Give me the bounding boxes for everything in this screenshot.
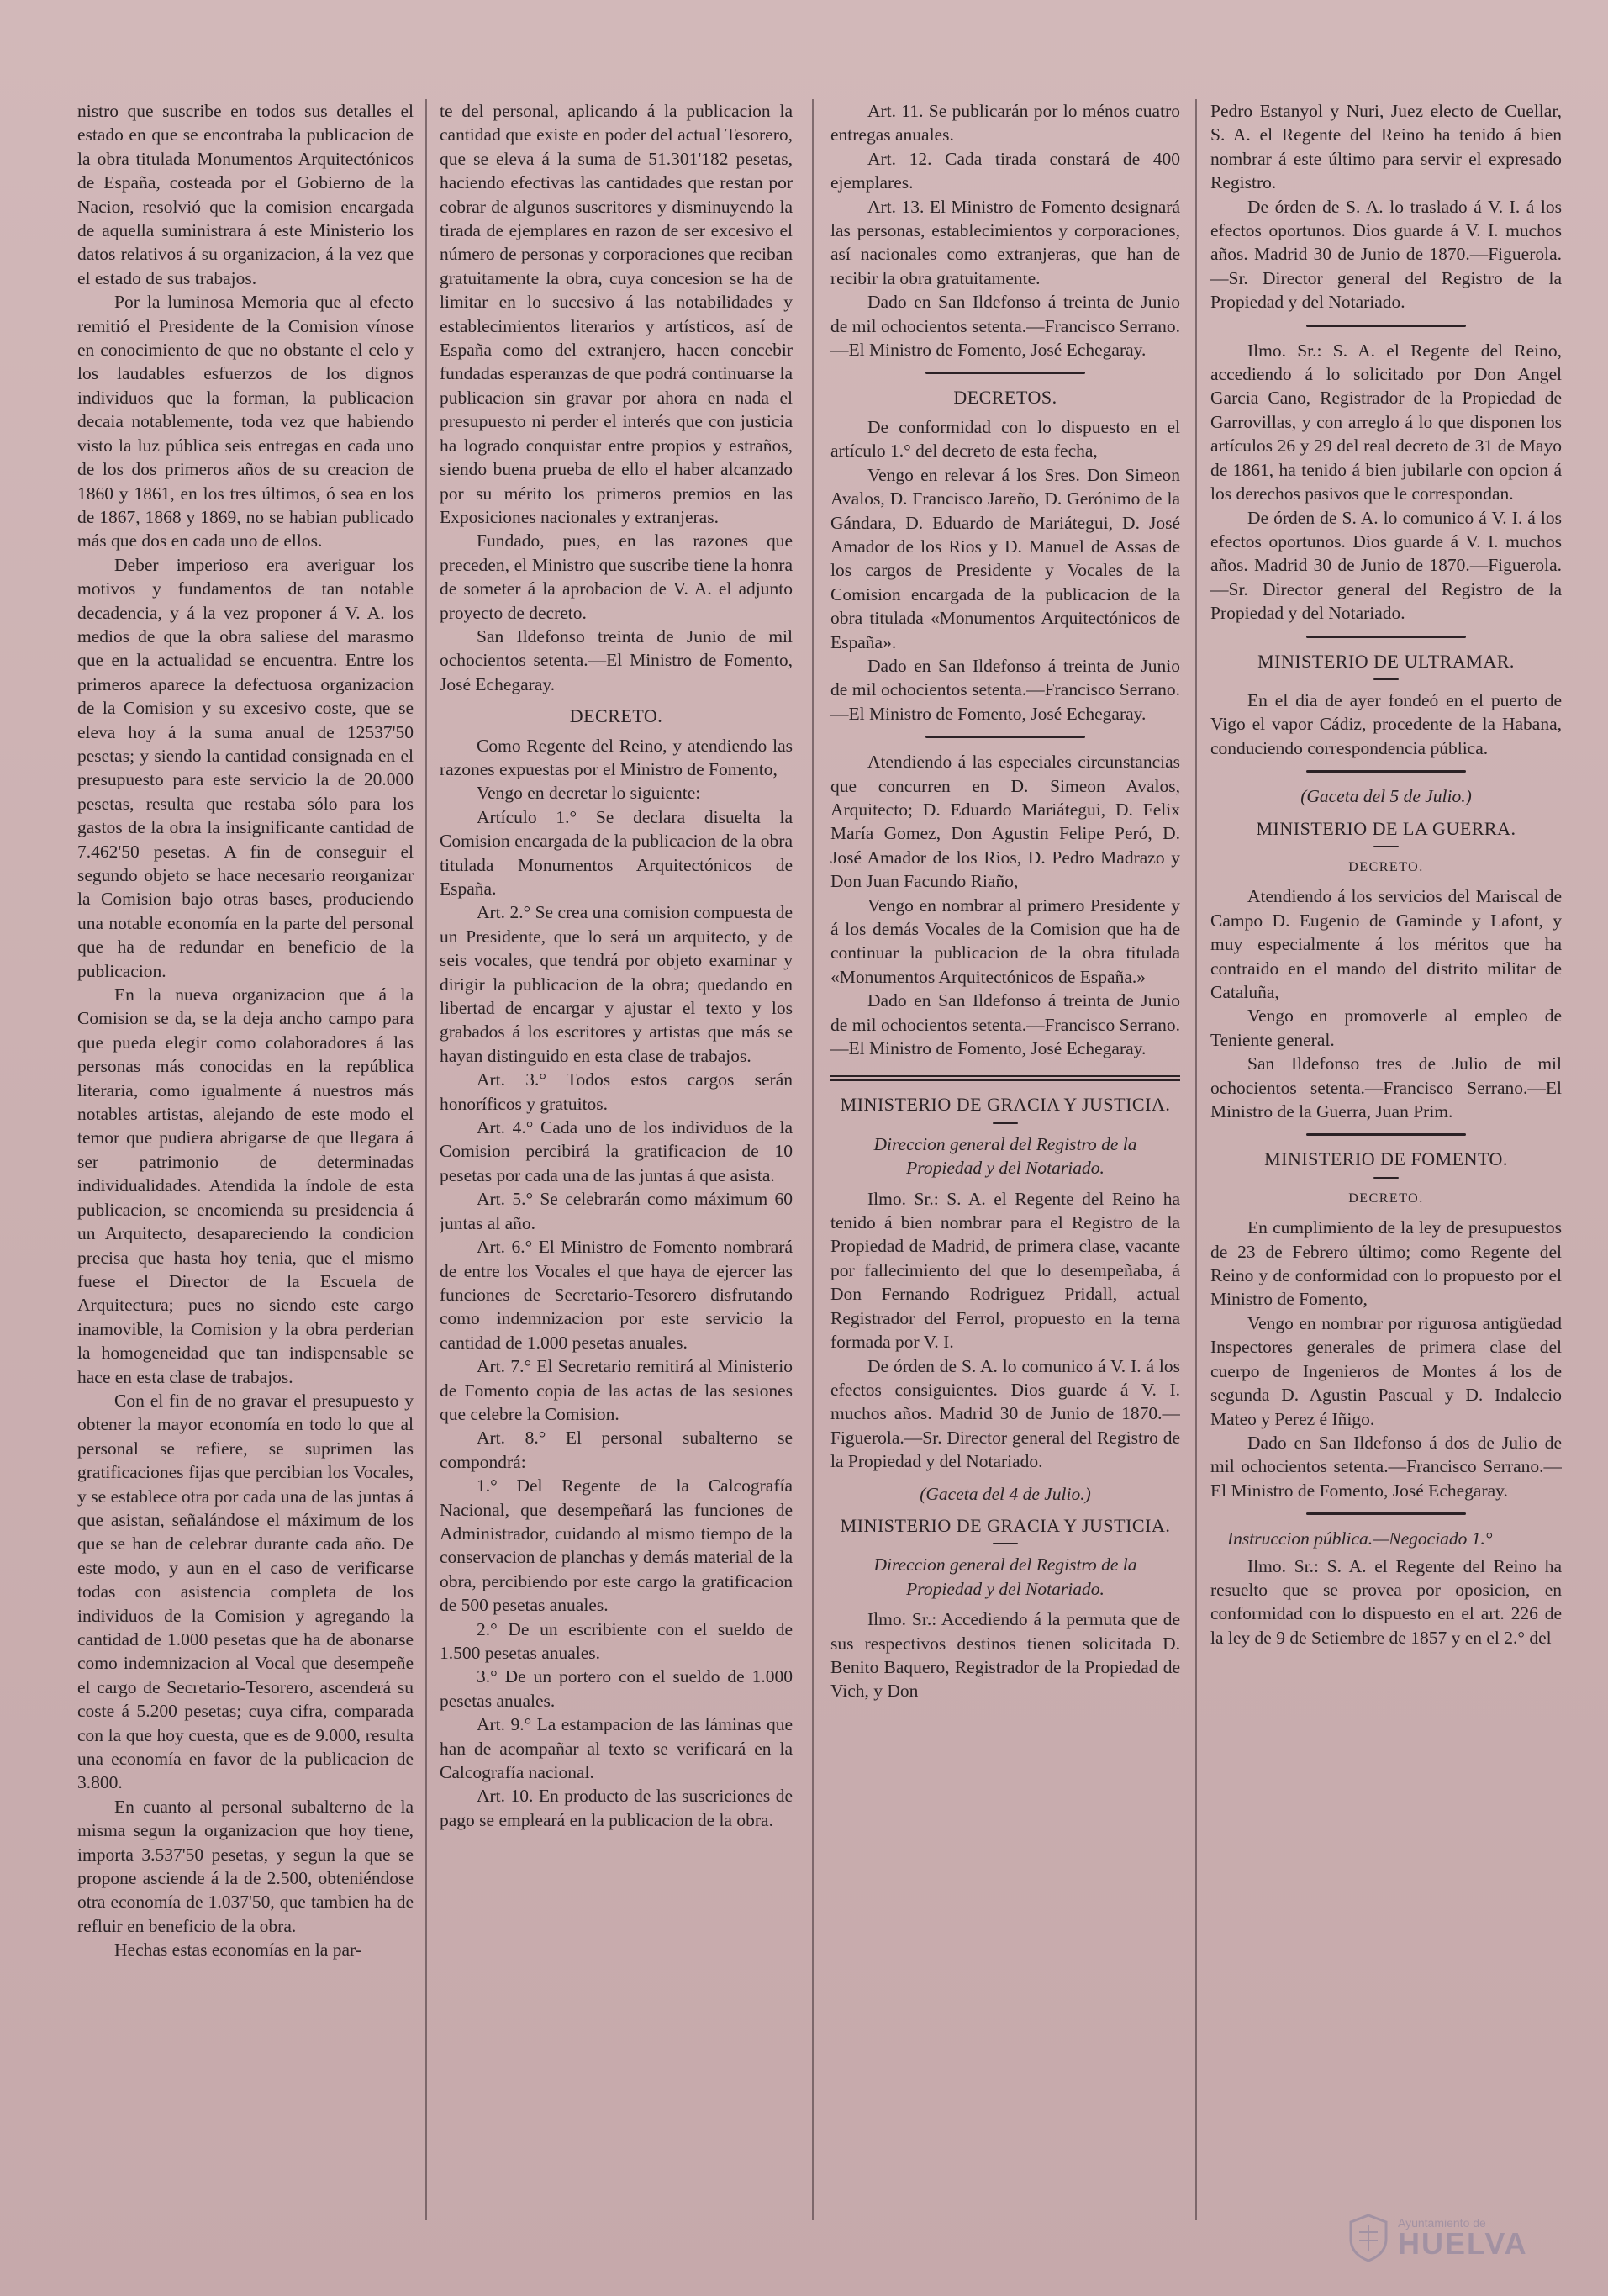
paragraph: Con el fin de no gravar el presupuesto y obtener la mayor economía en todo lo que al personal se refiere, se suprimen las gratificaciones fijas que percibian los Vocales, y se establece otra por cada una de las juntas á que asistan, señalándose el máximum de los que se han de celebrar durante cada año. De este modo, y aun en el caso de verificarse todas con asistencia completa de los individuos de la Comision y agregando la cantidad de 1.000 pesetas que ha de abonarse como indemnizacion al Vocal que desempeñe el cargo de Secretario-Tesorero, ascenderá su coste á 5.200 pesetas; cuya cifra, comparada con la que hoy cuesta, que es de 9.000, resulta una economía en favor de la publicacion de 3.800. [77, 1390, 414, 1793]
paragraph: En cuanto al personal subalterno de la misma segun la organizacion que hoy tiene, importa 3.537'50 pesetas, y segun la que se propone asciende á la de 2.500, obteniéndose otra economía de 1.037'50, que tambien ha de refluir en beneficio de la obra. [77, 1796, 414, 1936]
section-divider [1306, 1133, 1466, 1136]
subheading: Direccion general del Registro de la Propiedad y del Notariado. [873, 1133, 1137, 1179]
short-divider [1373, 678, 1399, 680]
archive-watermark [1347, 2214, 1558, 2262]
article: Art. 12. Cada tirada constará de 400 ejemplares. [830, 148, 1180, 193]
paragraph: Ilmo. Sr.: S. A. el Regente del Reino ha resuelto que se provea por oposicion, en conformidad con lo dispuesto en el art. 226 de la ley de 9 de Setiembre de 1857 y en el 2.° del [1210, 1555, 1562, 1648]
article: Art. 13. El Ministro de Fomento designará las personas, establecimientos y corporaciones, así nacionales como extranjeras, que han de recibir la obra gratuitamente. [830, 196, 1180, 288]
column-rule [425, 99, 427, 2220]
section-divider [1306, 1512, 1466, 1515]
watermark-line-1: Ayuntamiento de [1398, 2216, 1486, 2230]
decree-heading: DECRETO. [1348, 859, 1424, 874]
watermark-line-2: HUELVA [1398, 2226, 1528, 2261]
article: Art. 7.° El Secretario remitirá al Ministerio de Fomento copia de las actas de las sesiones que celebre la Comision. [440, 1356, 793, 1424]
instruction-heading: Instruccion pública.—Negociado 1.° [1227, 1528, 1493, 1549]
paragraph: Dado en San Ildefonso á dos de Julio de mil ochocientos setenta.—Francisco Serrano.—El Ministro de Fomento, José Echegaray. [1210, 1432, 1562, 1501]
paragraph: Vengo en decretar lo siguiente: [477, 783, 701, 804]
signature: Dado en San Ildefonso á treinta de Junio de mil ochocientos setenta.—Francisco Serrano.—El Ministro de Fomento, José Echegaray. [830, 655, 1180, 724]
column-1 [77, 99, 414, 2220]
paragraph: Hechas estas economías en la par- [114, 1940, 361, 1961]
paragraph: Vengo en nombrar al primero Presidente y á los demás Vocales de la Comision que ha de continuar la publicacion de la obra titulada «Monumentos Arquitectónicos de España.» [830, 895, 1180, 987]
article: Art. 2.° Se crea una comision compuesta de un Presidente, que lo será un arquitecto, y de seis vocales, que tendrá por objeto examinar y dirigir la publicacion de la obra; quedando en libertad de encargar y ajustar el texto y los grabados á los escritores y artistas que más se hayan distinguido en esta clase de trabajos. [440, 902, 793, 1066]
article: Artículo 1.° Se declara disuelta la Comision encargada de la publicacion de la obra titulada Monumentos Arquitectónicos de España. [440, 806, 793, 899]
signature: Dado en San Ildefonso á treinta de Junio de mil ochocientos setenta.—Francisco Serrano.—El Ministro de Fomento, José Echegaray. [830, 990, 1180, 1059]
paragraph: San Ildefonso treinta de Junio de mil ochocientos setenta.—El Ministro de Fomento, José Echegaray. [440, 625, 793, 694]
paragraph: Fundado, pues, en las razones que preceden, el Ministro que suscribe tiene la honra de someter á la aprobacion de V. A. el adjunto proyecto de decreto. [440, 530, 793, 623]
shield-icon [1347, 2214, 1389, 2262]
column-2 [440, 99, 793, 2220]
short-divider [993, 1543, 1018, 1544]
article: Art. 6.° El Ministro de Fomento nombrará de entre los Vocales el que haya de ejercer las funciones de Secretario-Tesorero disfrutando como indemnizacion por este servicio la cantidad de 1.000 pesetas anuales. [440, 1237, 793, 1353]
short-divider [1373, 846, 1399, 847]
paragraph: Pedro Estanyol y Nuri, Juez electo de Cuellar, S. A. el Regente del Reino ha tenido á bien nombrar á este último para servir el expresado Registro. [1210, 101, 1562, 193]
paragraph: Ilmo. Sr.: Accediendo á la permuta que de sus respectivos destinos tienen solicitada D. Benito Baquero, Registrador de la Propiedad de Vich, y Don [830, 1609, 1180, 1702]
double-rule [830, 1075, 1180, 1081]
article: 3.° De un portero con el sueldo de 1.000 pesetas anuales. [440, 1666, 793, 1711]
ministry-heading: MINISTERIO DE FOMENTO. [1264, 1148, 1508, 1170]
column-3 [830, 99, 1180, 2220]
section-divider [925, 736, 1085, 738]
paragraph: En el dia de ayer fondeó en el puerto de Vigo el vapor Cádiz, procedente de la Habana, conduciendo correspondencia pública. [1210, 689, 1562, 758]
paragraph: Atendiendo á los servicios del Mariscal de Campo D. Eugenio de Gaminde y Lafont, y muy especialmente á los méritos que ha contraido en el mando del distrito militar de Cataluña, [1210, 886, 1562, 1002]
paragraph: Como Regente del Reino, y atendiendo las razones expuestas por el Ministro de Fomento, [440, 735, 793, 779]
article: 1.° Del Regente de la Calcografía Nacional, que desempeñará las funciones de Administrador, cuidando al mismo tiempo de la conservacion de planchas y demás material de la obra, percibiendo por este cargo la gratificacion de 500 pesetas anuales. [440, 1475, 793, 1616]
gazette-note: (Gaceta del 5 de Julio.) [1300, 786, 1472, 807]
paragraph: Vengo en nombrar por rigurosa antigüedad Inspectores generales de primera clase del cuerpo de Ingenieros de Montes á los de segunda D. Agustin Pascual y D. Indalecio Mateo y Perez é Iñigo. [1210, 1312, 1562, 1429]
ministry-heading: MINISTERIO DE ULTRAMAR. [1257, 650, 1515, 672]
paragraph: Atendiendo á las especiales circunstancias que concurren en D. Simeon Avalos, Arquitecto; D. Eduardo Mariátegui, D. Felix María Gomez, Don Agustin Felipe Peró, D. José Amador de los Rios, D. Pedro Madrazo y Don Juan Facundo Riaño, [830, 752, 1180, 892]
section-divider [1306, 636, 1466, 638]
column-rule [812, 99, 814, 2220]
paragraph: Ilmo. Sr.: S. A. el Regente del Reino ha tenido á bien nombrar para el Registro de la Propiedad de Madrid, de primera clase, vacante por fallecimiento del que lo desempeñaba, á Don Fernando Rodriguez Pridall, actual Registrador del Ferrol, propuesto en la terna formada por V. I. [830, 1188, 1180, 1353]
article: Art. 9.° La estampacion de las láminas que han de acompañar al texto se verificará en la Calcografía nacional. [440, 1714, 793, 1783]
column-4 [1210, 99, 1562, 2220]
section-divider [925, 372, 1085, 374]
article: Art. 11. Se publicarán por lo ménos cuatro entregas anuales. [830, 101, 1180, 145]
article: Art. 4.° Cada uno de los individuos de la Comision percibirá la gratificacion de 10 pesetas por cada una de las juntas á que asista. [440, 1117, 793, 1185]
paragraph: Deber imperioso era averiguar los motivos y fundamentos de tan notable decadencia, y á la vez proponer á V. A. los medios de que la obra saliese del marasmo que en la actualidad se encuentra. Entre los primeros aparece la defectuosa organizacion de la Comision y su excesivo coste, que se eleva hoy á la suma anual de 12537'50 pesetas; y siendo la cantidad consignada en el presupuesto para este servicio la de 20.000 pesetas, resulta que restaba sólo para los gastos de la obra la insignificante cantidad de 7.462'50 pesetas. A fin de conseguir el segundo objeto se hace necesario reorganizar la Comision bajo otras bases, produciendo una notable economía en la parte del personal que ha de redundar en beneficio de la publicacion. [77, 554, 414, 981]
paragraph: De órden de S. A. lo comunico á V. I. á los efectos consiguientes. Dios guarde á V. I. muchos años. Madrid 30 de Junio de 1870.—Figuerola.—Sr. Director general del Registro de la Propiedad y del Notariado. [830, 1355, 1180, 1472]
section-heading: DECRETO. [569, 705, 663, 727]
article: Art. 10. En producto de las suscriciones de pago se empleará en la publicacion de la obra. [440, 1786, 793, 1830]
article: Art. 8.° El personal subalterno se compondrá: [440, 1428, 793, 1472]
paragraph: Por la luminosa Memoria que al efecto remitió el Presidente de la Comision vínose en conocimiento de que no obstante el celo y los laudables esfuerzos de los dignos individuos que la forman, la publicacion decaia notablemente, toda vez que habiendo visto la luz pública seis entregas en cada uno de los dos primeros años de su creacion de 1860 y 1861, en los tres últimos, ó sea en los de 1867, 1868 y 1869, no se habian publicado más que dos en cada uno de ellos. [77, 292, 414, 552]
decree-heading: DECRETO. [1348, 1190, 1424, 1206]
paragraph: nistro que suscribe en todos sus detalles el estado en que se encontraba la publicacion de la obra titulada Monumentos Arquitectónicos de España, costeada por el Gobierno de la Nacion, resolvió que la comision encargada de aquella suministrara á este Ministerio los datos relativos á su organizacion, á la vez que el estado de sus trabajos. [77, 101, 414, 288]
section-divider [1306, 770, 1466, 773]
short-divider [993, 1122, 1018, 1124]
article: Art. 5.° Se celebrarán como máximum 60 juntas al año. [440, 1189, 793, 1233]
subheading: Direccion general del Registro de la Propiedad y del Notariado. [873, 1554, 1137, 1599]
paragraph: te del personal, aplicando á la publicacion la cantidad que existe en poder del actual Tesorero, que se eleva á la suma de 51.301'182 pesetas, haciendo efectivas las cantidades que restan por cobrar de algunos suscritores y disminuyendo la tirada de ejemplares en razon de ser excesivo el número de personas y corporaciones que reciban gratuitamente la obra, cuya concesion se ha de limitar en lo sucesivo á las notabilidades y establecimientos literarios y artísticos, así de España como del extranjero, hacen concebir fundadas esperanzas de que podrá continuarse la publicacion sin gravar por ahora en nada el presupuesto ni perder el interés que con justicia ha logrado conquistar entre propios y estraños, siendo buena prueba de ello el haber alcanzado por su mérito los primeros premios en las Exposiciones nacionales y extranjeras. [440, 101, 793, 527]
gazette-note: (Gaceta del 4 de Julio.) [920, 1483, 1091, 1504]
ministry-heading: MINISTERIO DE LA GUERRA. [1256, 817, 1516, 839]
paragraph: De órden de S. A. lo comunico á V. I. á los efectos oportunos. Dios guarde á V. I. muchos años. Madrid 30 de Junio de 1870.—Figuerola.—Sr. Director general del Registro de la Propiedad y del Notariado. [1210, 507, 1562, 624]
paragraph: Vengo en relevar á los Sres. Don Simeon Avalos, D. Francisco Jareño, D. Gerónimo de la Gándara, D. Eduardo de Mariátegui, D. José Amador de los Rios y D. Manuel de Assas de los cargos de Presidente y Vocales de la Comision encargada de la publicacion de la obra titulada «Monumentos Arquitectónicos de España». [830, 464, 1180, 652]
signature: Dado en San Ildefonso á treinta de Junio de mil ochocientos setenta.—Francisco Serrano.—El Ministro de Fomento, José Echegaray. [830, 292, 1180, 361]
paragraph: En la nueva organizacion que á la Comision se da, se la deja ancho campo para que pueda elegir como colaboradores á las personas más conocidas en la república literaria, como igualmente á nuestros más notables artistas, alejando de este modo el temor que pudiera abrigarse de que llegara á ser patrimonio de determinadas individualidades. Atendida la índole de esta publicacion, se encomienda su presidencia á un Arquitecto, desapareciendo la condicion precisa que hasta hoy tenia, que el mismo fuese el Director de la Escuela de Arquitectura; pues no siendo este cargo inamovible, la Comision y la obra perderian la homogeneidad que tan indispensable se hace en esta clase de trabajos. [77, 984, 414, 1387]
section-heading: DECRETOS. [953, 387, 1057, 409]
ministry-heading: MINISTERIO DE GRACIA Y JUSTICIA. [840, 1094, 1171, 1116]
paragraph: De órden de S. A. lo traslado á V. I. á los efectos oportunos. Dios guarde á V. I. muchos años. Madrid 30 de Junio de 1870.—Figuerola.—Sr. Director general del Registro de la Propiedad y del Notariado. [1210, 196, 1562, 313]
section-divider [1306, 325, 1466, 327]
paragraph: San Ildefonso tres de Julio de mil ochocientos setenta.—Francisco Serrano.—El Ministro de la Guerra, Juan Prim. [1210, 1053, 1562, 1122]
ministry-heading: MINISTERIO DE GRACIA Y JUSTICIA. [840, 1514, 1171, 1536]
paragraph: De conformidad con lo dispuesto en el artículo 1.° del decreto de esta fecha, [830, 416, 1180, 462]
article: 2.° De un escribiente con el sueldo de 1.500 pesetas anuales. [440, 1618, 793, 1663]
paragraph: Vengo en promoverle al empleo de Teniente general. [1210, 1005, 1562, 1050]
article: Art. 3.° Todos estos cargos serán honoríficos y gratuitos. [440, 1069, 793, 1114]
short-divider [1373, 1177, 1399, 1179]
paragraph: Ilmo. Sr.: S. A. el Regente del Reino, accediendo á lo solicitado por Don Angel Garcia Cano, Registrador de la Propiedad de Garrovillas, y con arreglo á lo que disponen los artículos 26 y 29 del real decreto de 31 de Mayo de 1861, ha tenido á bien jubilarle con opcion á los derechos pasivos que le correspondan. [1210, 340, 1562, 504]
paragraph: En cumplimiento de la ley de presupuestos de 23 de Febrero último; como Regente del Reino y de conformidad con lo propuesto por el Ministro de Fomento, [1210, 1217, 1562, 1310]
column-rule [1195, 99, 1197, 2220]
